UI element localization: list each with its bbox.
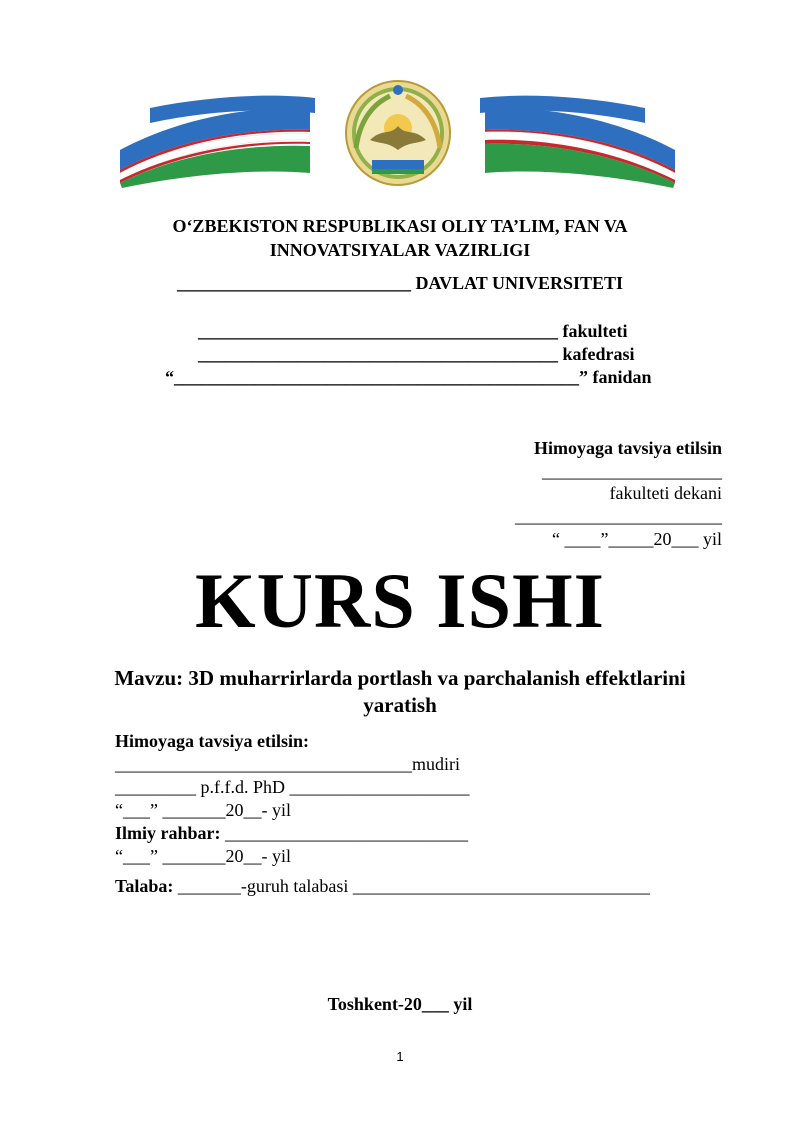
student-label: Talaba: xyxy=(115,876,174,896)
approval-second-line: _______________________ xyxy=(515,506,722,526)
defense-date-1: “___” _______20__- yil xyxy=(115,800,291,820)
defense-date-2: “___” _______20__- yil xyxy=(115,846,291,866)
page-number: 1 xyxy=(396,1049,404,1064)
supervisor-blank: ___________________________ xyxy=(220,823,468,843)
student-blank: _______-guruh talabasi _________________________________ xyxy=(173,876,650,896)
topic-line-1: Mavzu: 3D muharrirlarda portlash va parchalanish effektlarini xyxy=(114,666,686,690)
ministry-line-2: INNOVATSIYALAR VAZIRLIGI xyxy=(269,240,531,260)
state-emblem-flag-logo xyxy=(120,78,675,188)
faculty-line: ________________________________________ fakulteti xyxy=(198,321,628,341)
city-year: Toshkent-20___ yil xyxy=(327,994,473,1014)
subject-line: “_____________________________________________” fanidan xyxy=(165,367,652,387)
phd-line: _________ p.f.f.d. PhD ____________________ xyxy=(115,777,470,797)
approval-signature-line: ____________________ xyxy=(542,461,722,481)
department-line: ________________________________________ kafedrasi xyxy=(198,344,635,364)
dean-label: fakulteti dekani xyxy=(609,483,722,503)
university-line: __________________________ DAVLAT UNIVERSITETI xyxy=(176,273,624,293)
supervisor-line xyxy=(115,823,468,844)
head-signature-line: _________________________________mudiri xyxy=(115,754,460,774)
supervisor-label: Ilmiy rahbar: xyxy=(115,823,221,843)
student-line xyxy=(115,876,650,897)
approval-title: Himoyaga tavsiya etilsin xyxy=(534,438,722,458)
ministry-line-1: O‘ZBEKISTON RESPUBLIKASI OLIY TA’LIM, FAN VA xyxy=(172,216,628,236)
main-title: KURS ISHI xyxy=(195,557,605,644)
topic-line-2: yaratish xyxy=(363,693,437,717)
approval-date: “ ____”_____20___ yil xyxy=(552,529,722,549)
defense-title: Himoyaga tavsiya etilsin: xyxy=(115,731,309,751)
